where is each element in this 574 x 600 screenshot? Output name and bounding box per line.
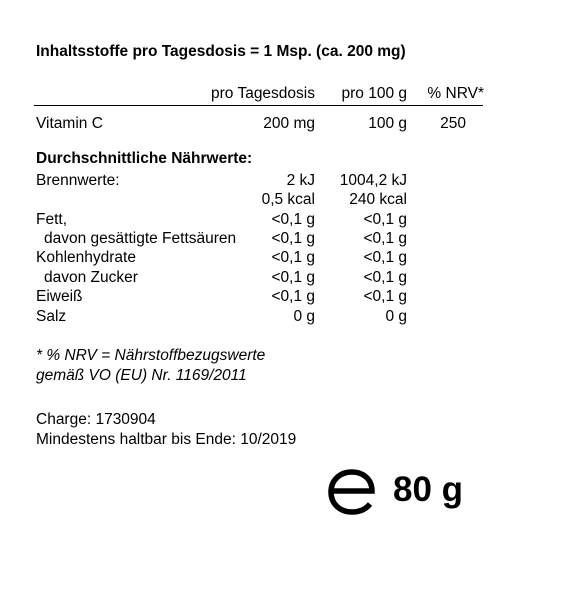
vitamin-name: Vitamin C (36, 115, 103, 132)
col-header-per100: pro 100 g (341, 85, 407, 102)
nutrition-per100: <0,1 g (363, 288, 407, 305)
col-header-nrv: % NRV* (427, 85, 484, 102)
nutrition-per100: 240 kcal (349, 191, 407, 208)
nutrition-heading: Durchschnittliche Nährwerte: (36, 150, 253, 167)
nutrition-label: Kohlenhydrate (36, 249, 136, 266)
nutrition-dose: <0,1 g (271, 249, 315, 266)
nutrition-label: Brennwerte: (36, 172, 120, 189)
label-title: Inhaltsstoffe pro Tagesdosis = 1 Msp. (ca. 200 mg) (36, 43, 406, 60)
nutrition-per100: <0,1 g (363, 249, 407, 266)
nutrition-label: Salz (36, 308, 67, 325)
nutrition-label: Eiweiß (36, 288, 83, 305)
nutrition-dose: 2 kJ (286, 172, 315, 189)
nutrition-dose: 0,5 kcal (261, 191, 315, 208)
nutrition-label: davon Zucker (44, 269, 138, 286)
nutrition-dose: <0,1 g (271, 269, 315, 286)
vitamin-dose: 200 mg (263, 115, 315, 132)
net-weight: 80 g (393, 470, 464, 509)
batch-charge: Charge: 1730904 (36, 411, 156, 428)
nutrition-dose: <0,1 g (271, 230, 315, 247)
nutrition-per100: 0 g (385, 308, 407, 325)
vitamin-nrv: 250 (440, 115, 466, 132)
footnote-regulation: gemäß VO (EU) Nr. 1169/2011 (36, 367, 247, 384)
nutrition-per100: <0,1 g (363, 269, 407, 286)
nutrition-label: davon gesättigte Fettsäuren (44, 230, 237, 247)
header-divider (34, 105, 483, 106)
nutrition-label: Fett, (36, 211, 68, 228)
nutrition-per100: <0,1 g (363, 230, 407, 247)
nutrition-per100: <0,1 g (363, 211, 407, 228)
estimated-sign-icon (326, 469, 378, 515)
vitamin-per100: 100 g (368, 115, 407, 132)
nutrition-per100: 1004,2 kJ (339, 172, 407, 189)
nutrition-dose: 0 g (293, 308, 315, 325)
col-header-dose: pro Tagesdosis (211, 85, 315, 102)
footnote-nrv: * % NRV = Nährstoffbezugswerte (36, 347, 266, 364)
best-before-date: Mindestens haltbar bis Ende: 10/2019 (36, 431, 297, 448)
nutrition-dose: <0,1 g (271, 288, 315, 305)
nutrition-dose: <0,1 g (271, 211, 315, 228)
